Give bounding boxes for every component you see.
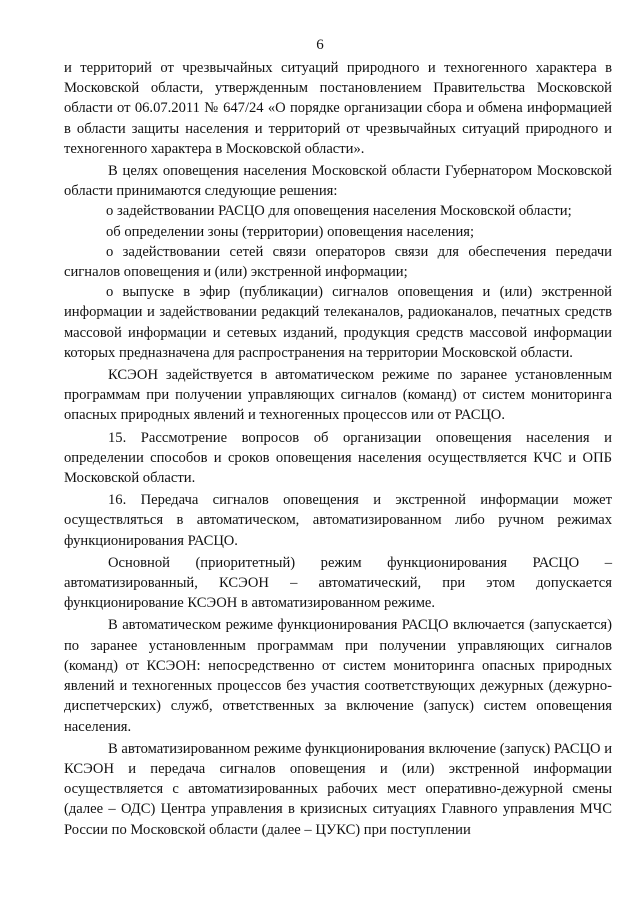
paragraph: и территорий от чрезвычайных ситуаций природного и техногенного характера в Московской области, утвержденным постановлением Правительства Московской области от 06.07.2011 № 647/24 «О порядке организации сбора и обмена информацией в области защиты населения и территорий от чрезвычайных ситуаций природного и техногенного характера в Московской области».	[64, 60, 612, 157]
list-item: об определении зоны (территории) оповещения населения;	[106, 223, 475, 240]
document-body	[64, 58, 612, 840]
page-number: 6	[316, 37, 324, 53]
paragraph: В автоматическом режиме функционирования РАСЦО включается (запускается) по заранее установленным программам при получении управляющих сигналов (команд) от КСЭОН: непосредственно от систем мониторинга опасных природных явлений и техногенных процессов без участия соответствующих дежурных (дежурно-диспетчерских) служб, ответственных за включение (запуск) систем оповещения населения.	[64, 617, 612, 735]
paragraph: В автоматизированном режиме функционирования включение (запуск) РАСЦО и КСЭОН и передача сигналов оповещения и (или) экстренной информации осуществляется с автоматизированных рабочих мест оперативно-дежурной смены (далее – ОДС) Центра управления в кризисных ситуациях Главного управления МЧС России по Московской области (далее – ЦУКС) при поступлении	[64, 740, 612, 838]
paragraph: 15. Рассмотрение вопросов об организации оповещения населения и определении способов и сроков оповещения населения осуществляется КЧС и ОПБ Московской области.	[64, 429, 612, 487]
paragraph: В целях оповещения населения Московской области Губернатором Московской области принимаются следующие решения:	[64, 163, 612, 200]
list-item: о выпуске в эфир (публикации) сигналов оповещения и (или) экстренной информации и задействовании редакций телеканалов, радиоканалов, печатных средств массовой информации и сетевых изданий, продукция средств массовой информации которых предназначена для распространения на территории Московской области.	[64, 284, 612, 361]
list-item: о задействовании РАСЦО для оповещения населения Московской области;	[106, 203, 572, 220]
paragraph: Основной (приоритетный) режим функционирования РАСЦО – автоматизированный, КСЭОН – автоматический, при этом допускается функционирование КСЭОН в автоматизированном режиме.	[64, 554, 612, 612]
list-item: о задействовании сетей связи операторов связи для обеспечения передачи сигналов оповещения и (или) экстренной информации;	[64, 243, 612, 281]
paragraph: КСЭОН задействуется в автоматическом режиме по заранее установленным программам при получении управляющих сигналов (команд) от систем мониторинга опасных природных явлений и техногенных процессов или от РАСЦО.	[64, 367, 612, 424]
paragraph: 16. Передача сигналов оповещения и экстренной информации может осуществляться в автоматическом, автоматизированном либо ручном режимах функционирования РАСЦО.	[64, 492, 612, 549]
